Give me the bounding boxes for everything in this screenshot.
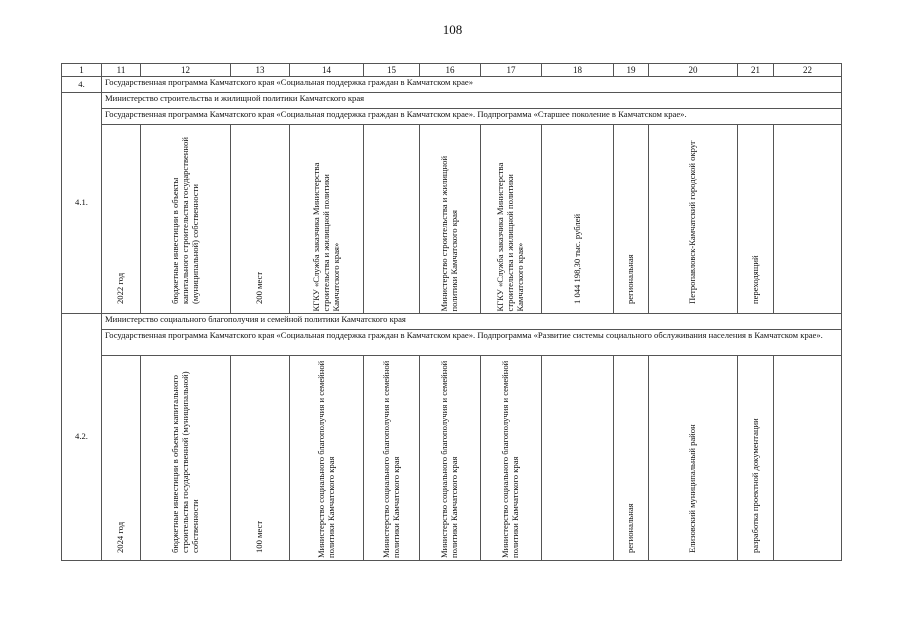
header-cell: 1 xyxy=(62,64,102,77)
cell-ministry xyxy=(420,125,481,314)
cell-period xyxy=(102,125,141,314)
cell-ministry xyxy=(420,356,481,561)
block2-data-row xyxy=(62,356,842,561)
cell-capacity xyxy=(231,125,290,314)
cell-text: 2024 год xyxy=(115,521,126,553)
header-cell: 22 xyxy=(774,64,842,77)
header-cell: 13 xyxy=(231,64,290,77)
cell-text: КГКУ «Служба заказчика Министерства строительства и жилищной политики Камчатского края» xyxy=(495,162,525,312)
cell-text: 1 044 198,30 тыс. рублей xyxy=(571,213,582,304)
block2-program: Государственная программа Камчатского края «Социальная поддержка граждан в Камчатском крае». Подпрограмма «Развитие системы социального обслуживания населения в Камчатском крае». xyxy=(102,330,842,356)
cell-text: Министерство социального благополучия и семейной политики Камчатского края xyxy=(315,360,336,558)
section-title: Государственная программа Камчатского края «Социальная поддержка граждан в Камчатском крае» xyxy=(102,77,842,93)
cell-period xyxy=(102,356,141,561)
cell-c15 xyxy=(364,125,420,314)
block1-ministry: Министерство строительства и жилищной политики Камчатского края xyxy=(102,93,842,109)
cell-developer xyxy=(481,125,542,314)
cell-text: Министерство строительства и жилищной политики Камчатского края xyxy=(439,155,459,312)
page-number: 108 xyxy=(442,22,463,37)
header-cell: 14 xyxy=(290,64,364,77)
header-cell: 15 xyxy=(364,64,420,77)
row-index: 4.1. xyxy=(62,93,102,314)
header-cell: 20 xyxy=(649,64,738,77)
cell-text: Министерство социального благополучия и семейной политики Камчатского края xyxy=(439,360,459,558)
cell-text: бюджетные инвестиции в объекты капитального строительства государственной (муниципальной) собственности xyxy=(169,137,200,304)
cell-location xyxy=(649,125,738,314)
block2-program-row xyxy=(62,330,842,356)
section-index: 4. xyxy=(62,77,102,93)
cell-type xyxy=(141,356,231,561)
cell-developer xyxy=(481,356,542,561)
header-cell: 18 xyxy=(542,64,614,77)
header-cell: 19 xyxy=(614,64,649,77)
cell-cost xyxy=(542,356,614,561)
cell-capacity xyxy=(231,356,290,561)
header-cell: 11 xyxy=(102,64,141,77)
cell-text: 2022 год xyxy=(115,272,126,304)
cell-c15 xyxy=(364,356,420,561)
cell-type xyxy=(141,125,231,314)
cell-cost xyxy=(542,125,614,314)
cell-text: региональная xyxy=(625,254,636,304)
cell-status xyxy=(738,125,774,314)
data-table xyxy=(61,63,842,561)
row-index: 4.2. xyxy=(62,314,102,561)
cell-level xyxy=(614,356,649,561)
cell-customer xyxy=(290,356,364,561)
block1-program: Государственная программа Камчатского края «Социальная поддержка граждан в Камчатском крае». Подпрограмма «Старшее поколение в Камчатском крае». xyxy=(102,109,842,125)
cell-level xyxy=(614,125,649,314)
section-row xyxy=(62,77,842,93)
cell-text: Петропавловск-Камчатский городской округ xyxy=(687,140,698,304)
block1-program-row xyxy=(62,109,842,125)
cell-c22 xyxy=(774,125,842,314)
cell-text: переходящий xyxy=(749,255,760,304)
cell-text: региональная xyxy=(625,503,636,553)
cell-text: КГКУ «Служба заказчика Министерства строительства и жилищной политики Камчатского края» xyxy=(310,162,341,312)
header-cell: 12 xyxy=(141,64,231,77)
block1-data-row xyxy=(62,125,842,314)
block2-ministry: Министерство социального благополучия и семейной политики Камчатского края xyxy=(102,314,842,330)
header-cell: 17 xyxy=(481,64,542,77)
cell-status xyxy=(738,356,774,561)
cell-text: Министерство социального благополучия и семейной политики Камчатского края xyxy=(380,360,401,558)
cell-c22 xyxy=(774,356,842,561)
cell-text: 100 мест xyxy=(254,520,265,553)
cell-location xyxy=(649,356,738,561)
header-row xyxy=(62,64,842,77)
cell-text: бюджетные инвестиции в объекты капитального строительства государственной (муниципальной) собственности xyxy=(169,371,200,553)
header-cell: 21 xyxy=(738,64,774,77)
cell-customer xyxy=(290,125,364,314)
cell-text: 200 мест xyxy=(254,271,265,304)
block2-ministry-row xyxy=(62,314,842,330)
header-cell: 16 xyxy=(420,64,481,77)
block1-ministry-row xyxy=(62,93,842,109)
cell-text: Елизовский муниципальный район xyxy=(687,424,698,553)
cell-text: разработка проектной документации xyxy=(749,418,760,553)
cell-text: Министерство социального благополучия и семейной политики Камчатского края xyxy=(500,360,520,558)
